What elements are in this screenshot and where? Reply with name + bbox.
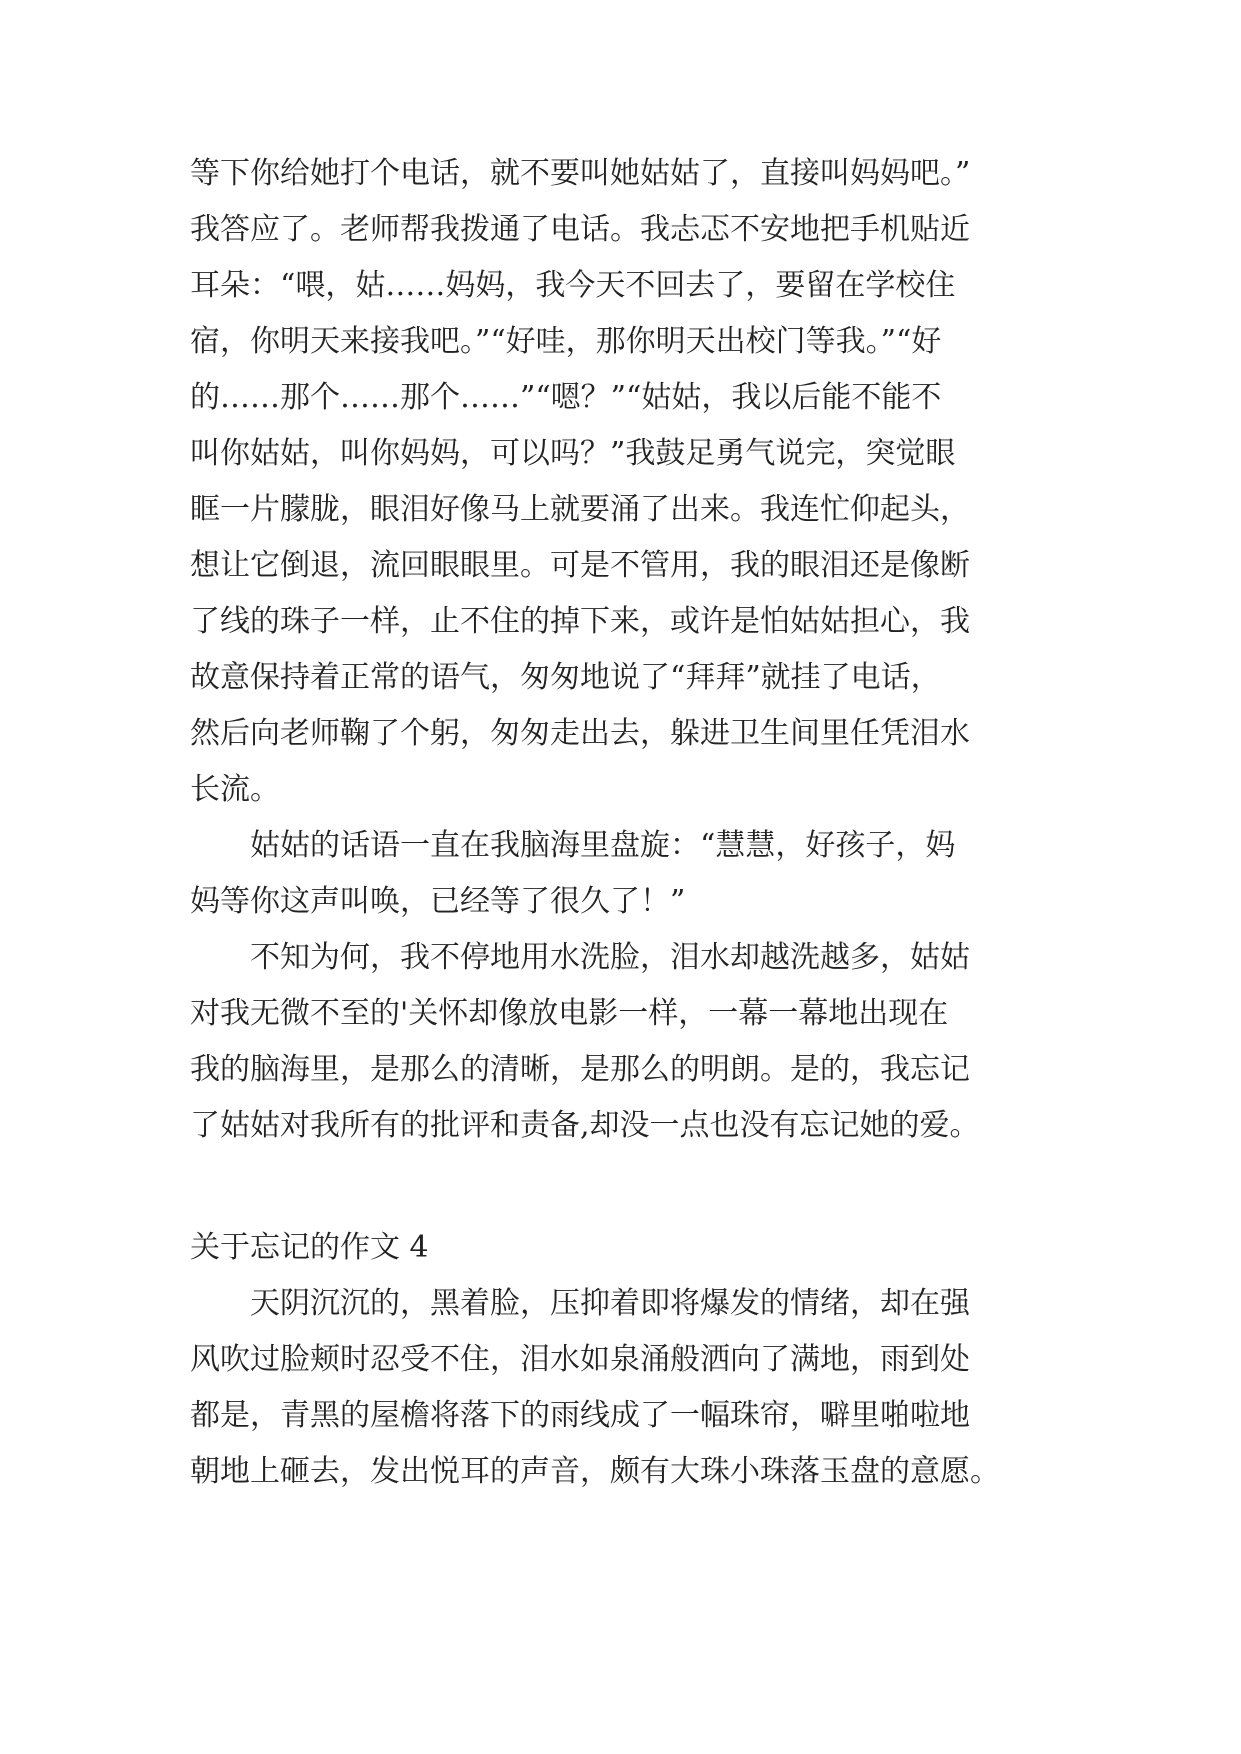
- text-line: 朝地上砸去，发出悦耳的声音，颇有大珠小珠落玉盘的意愿。: [190, 1454, 1000, 1489]
- text-line: 不知为何，我不停地用水洗脸，泪水却越洗越多，姑姑: [190, 940, 970, 975]
- paragraph-1: [190, 146, 1070, 818]
- text-line: 等下你给她打个电话，就不要叫她姑姑了，直接叫妈妈吧。”: [190, 156, 971, 191]
- paragraph-3: [190, 930, 1070, 1154]
- text-line: 叫你姑姑，叫你妈妈，可以吗？”我鼓足勇气说完，突觉眼: [190, 436, 956, 471]
- text-line: 姑姑的话语一直在我脑海里盘旋：“慧慧，好孩子，妈: [190, 828, 956, 863]
- text-line: 我答应了。老师帮我拨通了电话。我忐忑不安地把手机贴近: [190, 212, 970, 247]
- text-line: 了姑姑对我所有的批评和责备,却没一点也没有忘记她的爱。: [190, 1108, 980, 1143]
- text-line: 对我无微不至的'关怀却像放电影一样，一幕一幕地出现在: [190, 996, 949, 1031]
- paragraph-2: [190, 818, 1070, 930]
- text-line: 天阴沉沉的，黑着脸，压抑着即将爆发的情绪，却在强: [190, 1286, 970, 1321]
- text-line: 想让它倒退，流回眼眼里。可是不管用，我的眼泪还是像断: [190, 548, 970, 583]
- text-line: 妈等你这声叫唤，已经等了很久了！”: [190, 884, 686, 919]
- text-line: 的……那个……那个……”“嗯？”“姑姑，我以后能不能不: [190, 380, 942, 415]
- document-body: [190, 146, 1070, 1500]
- section-paragraph: [190, 1276, 1070, 1500]
- text-line: 宿，你明天来接我吧。”“好哇，那你明天出校门等我。”“好: [190, 324, 942, 359]
- text-line: 故意保持着正常的语气，匆匆地说了“拜拜”就挂了电话，: [190, 660, 941, 695]
- text-line: 风吹过脸颊时忍受不住，泪水如泉涌般洒向了满地，雨到处: [190, 1342, 970, 1377]
- text-line: 了线的珠子一样，止不住的掉下来，或许是怕姑姑担心，我: [190, 604, 970, 639]
- text-line: 长流。: [190, 772, 280, 807]
- text-line: 我的脑海里，是那么的清晰，是那么的明朗。是的，我忘记: [190, 1052, 970, 1087]
- section-spacer: [190, 1154, 1070, 1220]
- text-line: 都是，青黑的屋檐将落下的雨线成了一幅珠帘，噼里啪啦地: [190, 1398, 970, 1433]
- text-line: 然后向老师鞠了个躬，匆匆走出去，躲进卫生间里任凭泪水: [190, 716, 970, 751]
- text-line: 耳朵：“喂，姑……妈妈，我今天不回去了，要留在学校住: [190, 268, 956, 303]
- text-line: 眶一片朦胧，眼泪好像马上就要涌了出来。我连忙仰起头，: [190, 492, 970, 527]
- section-heading: 关于忘记的作文 4: [190, 1230, 429, 1265]
